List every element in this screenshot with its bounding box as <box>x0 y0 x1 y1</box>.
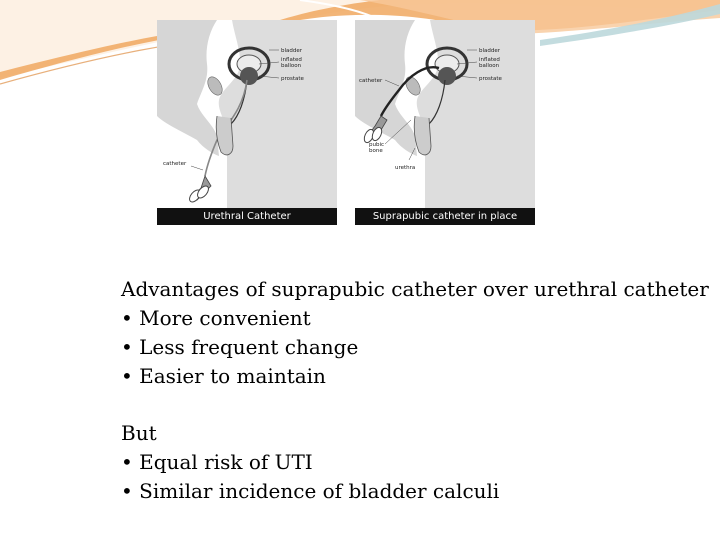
label-bladder: bladder <box>281 48 303 54</box>
but-label: But <box>121 421 157 445</box>
label-bladder: bladder <box>479 48 501 54</box>
label-catheter: catheter <box>163 161 187 167</box>
bullet-caveat: • Similar incidence of bladder calculi <box>121 479 500 503</box>
bullet-advantage: • More convenient <box>121 306 311 330</box>
figure-caption-right: Suprapubic catheter in place <box>355 208 535 225</box>
bullet-advantage: • Easier to maintain <box>121 364 326 388</box>
label-bone: bone <box>369 148 383 154</box>
figure-caption-left: Urethral Catheter <box>157 208 337 225</box>
label-balloon: balloon <box>479 63 500 69</box>
heading-advantages: Advantages of suprapubic catheter over urethral catheter <box>121 277 709 301</box>
bullet-advantage: • Less frequent change <box>121 335 359 359</box>
urethral-catheter-diagram <box>157 20 337 225</box>
suprapubic-catheter-diagram <box>355 20 535 225</box>
label-inflated: inflated <box>281 57 302 63</box>
label-urethra: urethra <box>395 165 416 171</box>
label-inflated: inflated <box>479 57 500 63</box>
slide-body-text <box>121 275 720 506</box>
label-prostate: prostate <box>281 76 304 82</box>
bullet-caveat: • Equal risk of UTI <box>121 450 313 474</box>
label-balloon: balloon <box>281 63 302 69</box>
label-pubic: pubic <box>369 142 385 148</box>
label-catheter: catheter <box>359 78 383 84</box>
label-prostate: prostate <box>479 76 502 82</box>
